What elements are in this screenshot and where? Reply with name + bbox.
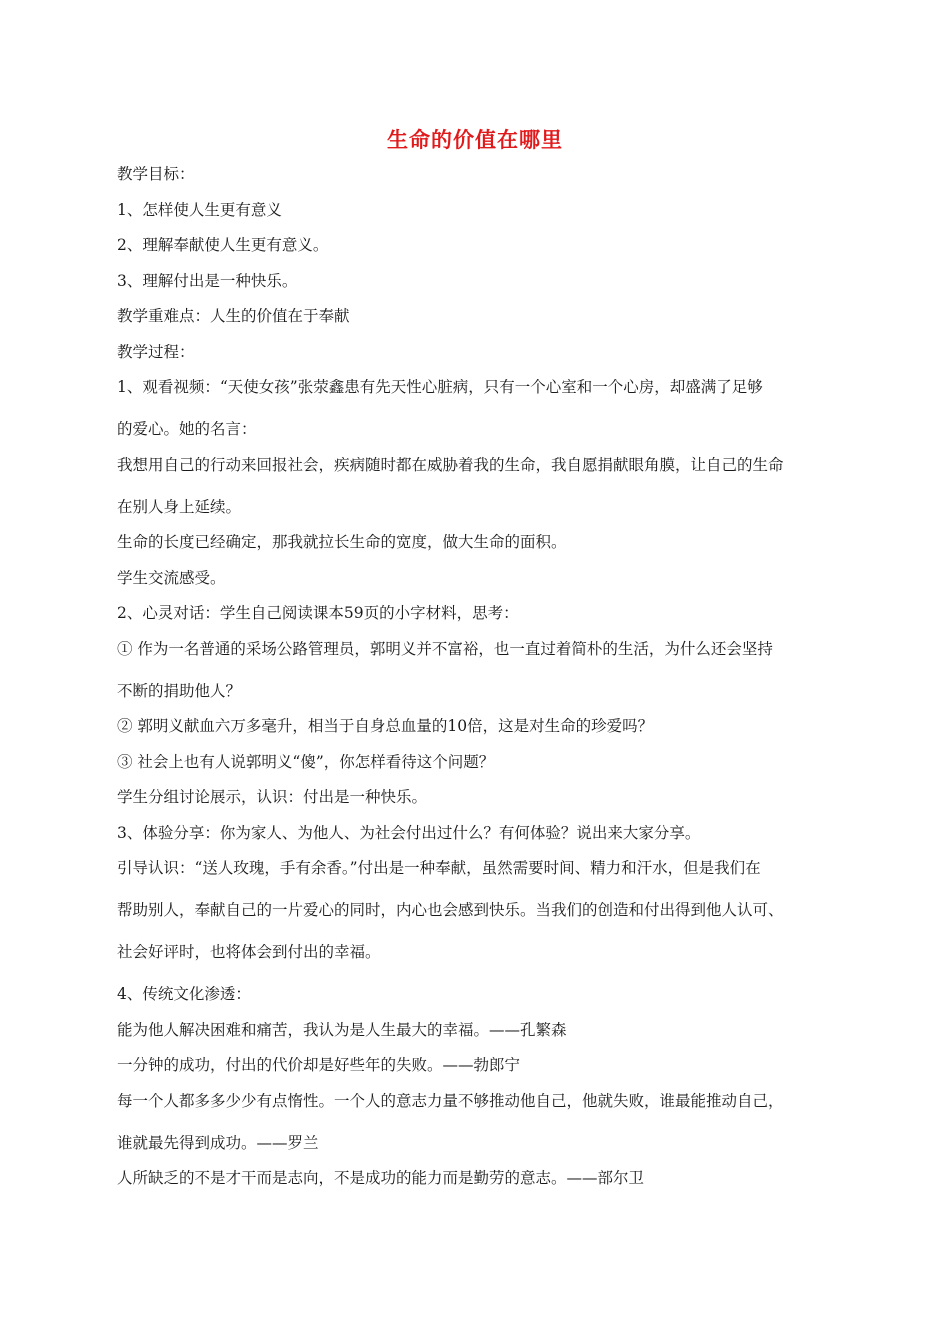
text-line: 谁就最先得到成功。——罗兰 [117, 1133, 319, 1152]
text-line: 帮助别人，奉献自己的一片爱心的同时，内心也会感到快乐。当我们的创造和付出得到他人认可、 [117, 901, 784, 919]
text-line: 社会好评时，也将体会到付出的幸福。 [117, 943, 381, 961]
text-line: 一分钟的成功，付出的代价却是好些年的失败。——勃郎宁 [117, 1056, 521, 1074]
text-line: 3、体验分享：你为家人、为他人、为社会付出过什么？有何体验？说出来大家分享。 [117, 823, 701, 842]
text-line: ③ 社会上也有人说郭明义“傻”，你怎样看待这个问题？ [117, 752, 495, 771]
text-line: 4、传统文化渗透： [117, 985, 251, 1003]
text-line: 能为他人解决困难和痛苦，我认为是人生最大的幸福。——孔繁森 [117, 1020, 567, 1039]
text-line: 人所缺乏的不是才干而是志向，不是成功的能力而是勤劳的意志。——部尔卫 [117, 1169, 645, 1187]
text-line: 2、理解奉献使人生更有意义。 [117, 236, 329, 254]
text-line: 1、观看视频：“天使女孩”张荥鑫患有先天性心脏病，只有一个心室和一个心房，却盛满了足够 [117, 378, 763, 396]
text-line: 学生交流感受。 [117, 568, 226, 587]
text-line: 学生分组讨论展示，认识：付出是一种快乐。 [117, 788, 428, 806]
text-line: 2、心灵对话：学生自己阅读课本59页的小字材料，思考： [117, 604, 519, 622]
text-line: 我想用自己的行动来回报社会，疾病随时都在威胁着我的生命，我自愿捐献眼角膜，让自己的生命 [117, 455, 784, 474]
text-line: 生命的长度已经确定，那我就拉长生命的宽度，做大生命的面积。 [117, 533, 567, 551]
text-line: 每一个人都多多少少有点惰性。一个人的意志力量不够推动他自己，他就失败，谁最能推动自己， [117, 1091, 784, 1110]
text-line: 教学过程： [117, 342, 195, 361]
text-line: 引导认识：“送人玫瑰，手有余香。”付出是一种奉献，虽然需要时间、精力和汗水，但是我们在 [117, 859, 761, 877]
text-line: 教学目标： [117, 165, 195, 183]
text-line: 3、理解付出是一种快乐。 [117, 271, 298, 290]
text-line: 的爱心。她的名言： [117, 420, 257, 438]
text-line: ② 郭明义献血六万多毫升，相当于自身总血量的10倍，这是对生命的珍爱吗？ [117, 717, 654, 735]
text-line: ① 作为一名普通的采场公路管理员，郭明义并不富裕，也一直过着简朴的生活，为什么还会坚持 [117, 639, 773, 658]
text-line: 在别人身上延续。 [117, 497, 242, 516]
text-line: 不断的捐助他人？ [117, 681, 242, 700]
document-body [117, 160, 839, 1200]
text-line: 1、怎样使人生更有意义 [117, 200, 282, 219]
document-title: 生命的价值在哪里 [387, 128, 563, 152]
text-line: 教学重难点：人生的价值在于奉献 [117, 307, 350, 325]
